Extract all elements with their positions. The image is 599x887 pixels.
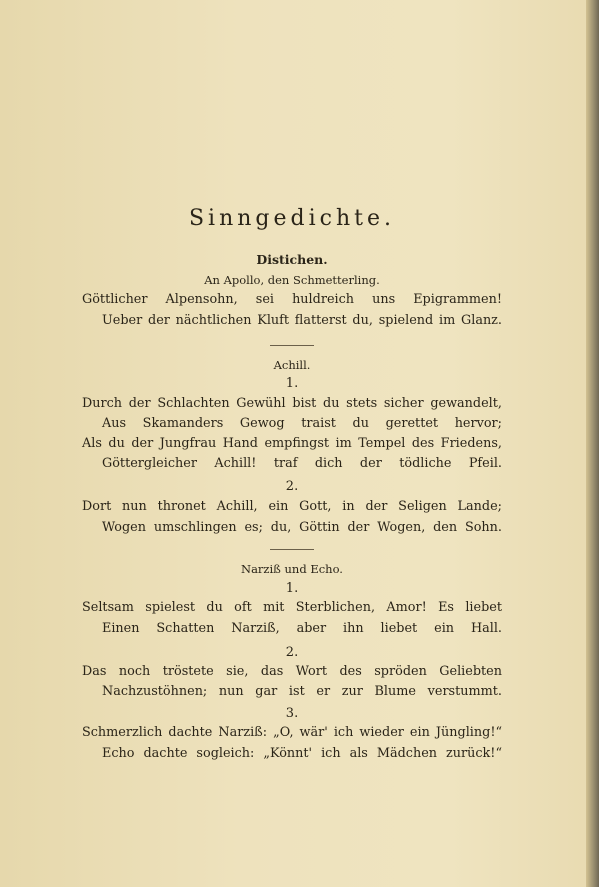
poem-line: Dort nun thronet Achill, ein Gott, in der Seligen Lande;	[82, 499, 502, 514]
poem-line: Schmerzlich dachte Narziß: „O, wär' ich wieder ein Jüngling!“	[82, 725, 502, 740]
page-title: Sinngedichte.	[188, 206, 395, 231]
section-divider	[270, 345, 314, 346]
poem-heading-narziss: Narziß und Echo.	[241, 562, 343, 576]
poem-line: Seltsam spielest du oft mit Sterblichen, Amor! Es liebet	[82, 600, 502, 615]
poem-line: Göttlicher Alpensohn, sei huldreich uns Epigrammen!	[82, 292, 502, 307]
stanza-number: 1.	[285, 581, 299, 596]
poem-line: Echo dachte sogleich: „Könnt' ich als Mädchen zurück!“	[102, 746, 502, 761]
section-heading: Distichen.	[256, 252, 328, 267]
poem-line: Nachzustöhnen; nun gar ist er zur Blume verstummt.	[102, 684, 502, 699]
poem-line: Aus Skamanders Gewog traist du gerettet hervor;	[102, 416, 502, 431]
poem-heading-achill: Achill.	[273, 358, 311, 372]
poem-line: Durch der Schlachten Gewühl bist du stets sicher gewandelt,	[82, 396, 502, 411]
section-divider	[270, 549, 314, 550]
stanza-number: 2.	[285, 645, 299, 660]
stanza-number: 1.	[285, 376, 299, 391]
poem-line: Als du der Jungfrau Hand empfingst im Tempel des Friedens,	[82, 436, 502, 451]
stanza-number: 3.	[285, 706, 299, 721]
poem-line: Göttergleicher Achill! traf dich der tödliche Pfeil.	[102, 456, 502, 471]
poem-heading-apollo: An Apollo, den Schmetterling.	[204, 273, 380, 287]
poem-line: Das noch tröstete sie, das Wort des spröden Geliebten	[82, 664, 502, 679]
poem-line: Ueber der nächtlichen Kluft flatterst du, spielend im Glanz.	[102, 313, 502, 328]
poem-line: Wogen umschlingen es; du, Göttin der Wogen, den Sohn.	[102, 520, 502, 535]
page-edge	[586, 0, 599, 887]
stanza-number: 2.	[285, 479, 299, 494]
poem-line: Einen Schatten Narziß, aber ihn liebet ein Hall.	[102, 621, 502, 636]
